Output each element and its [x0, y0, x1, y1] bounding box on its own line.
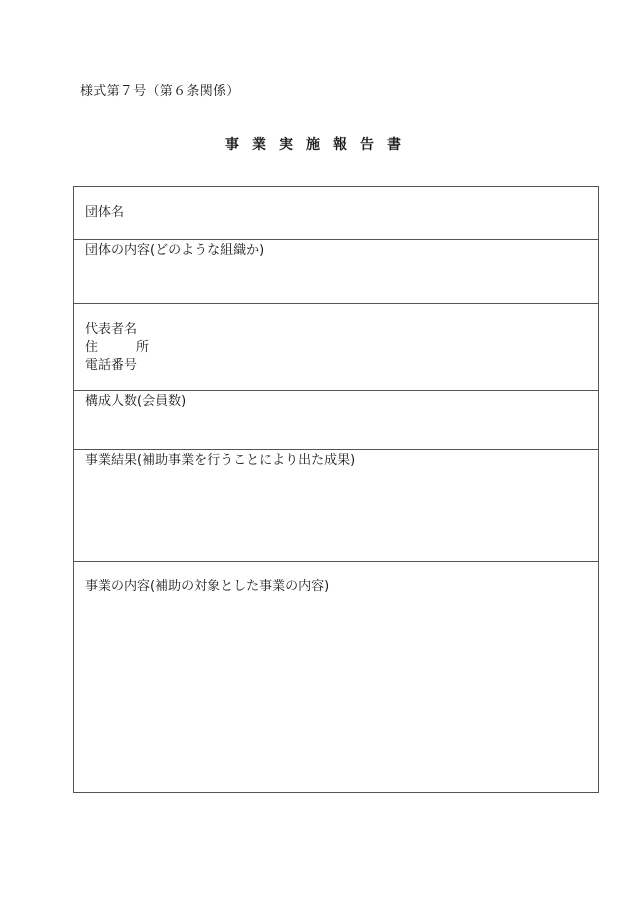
report-form-table [73, 186, 599, 793]
project-results-label: 事業結果(補助事業を行うことにより出た成果) [85, 453, 356, 468]
project-content-label: 事業の内容(補助の対象とした事業の内容) [85, 579, 330, 594]
table-row-organization-name [74, 187, 598, 240]
phone-number-label: 電話番号 [85, 358, 138, 373]
address-label-part-2: 所 [136, 340, 150, 355]
organization-name-label: 団体名 [85, 205, 125, 220]
member-count-label: 構成人数(会員数) [85, 394, 187, 409]
address-label-part-1: 住 [85, 340, 99, 355]
table-row-project-results [74, 450, 598, 562]
representative-name-label: 代表者名 [85, 322, 138, 337]
form-number: 様式第７号（第６条関係） [80, 84, 240, 99]
page-title: 事業実施報告書 [225, 137, 414, 153]
table-row-organization-content [74, 240, 598, 304]
table-row-member-count [74, 391, 598, 450]
address-label [85, 339, 149, 357]
organization-content-label: 団体の内容(どのような組織か) [85, 243, 265, 258]
table-row-project-content [74, 562, 598, 792]
table-row-representative [74, 304, 598, 391]
